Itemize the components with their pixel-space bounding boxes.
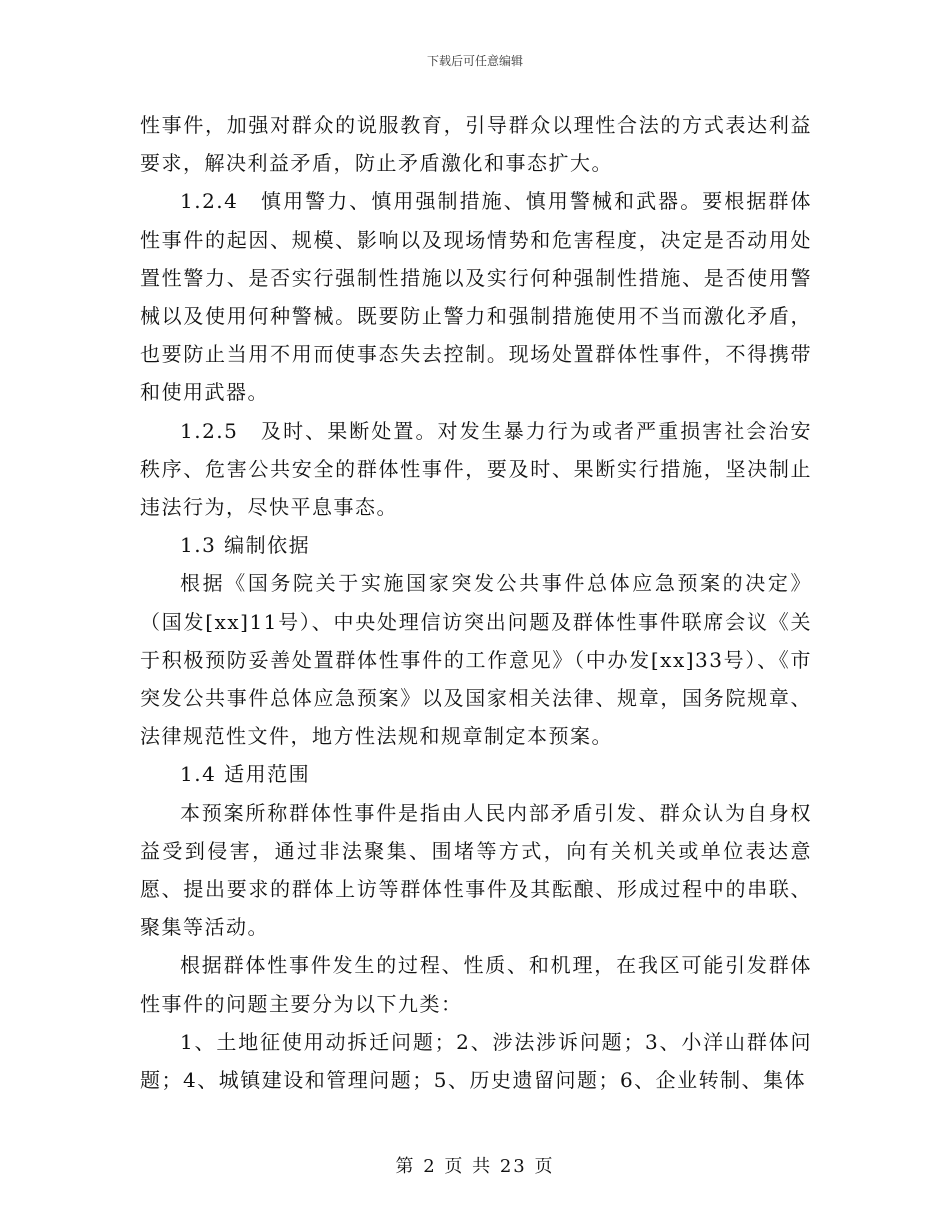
section-heading-1-3: 1.3 编制依据 <box>180 533 311 558</box>
paragraph-1-2-5: 1.2.5 及时、果断处置。对发生暴力行为或者严重损害社会治安秩序、危害公共安全的群体性事件，要及时、果断实行措施，坚决制止违法行为，尽快平息事态。 <box>140 418 812 520</box>
paragraph-continuation: 性事件，加强对群众的说服教育，引导群众以理性合法的方式表达利益要求，解决利益矛盾，防止矛盾激化和事态扩大。 <box>140 113 812 176</box>
paragraph-1-2-4: 1.2.4 慎用警力、慎用强制措施、慎用警械和武器。要根据群体性事件的起因、规模、影响以及现场情势和危害程度，决定是否动用处置性警力、是否实行强制性措施以及实行何种强制性措施、是否使用警械以及使用何种警械。既要防止警力和强制措施使用不当而激化矛盾，也要防止当用不用而使事态失去控制。现场处置群体性事件，不得携带和使用武器。 <box>140 189 812 405</box>
paragraph-scope: 本预案所称群体性事件是指由人民内部矛盾引发、群众认为自身权益受到侵害，通过非法聚集、围堵等方式，向有关机关或单位表达意愿、提出要求的群体上访等群体性事件及其酝酿、形成过程中的串联、聚集等活动。 <box>140 800 812 940</box>
paragraph-basis: 根据《国务院关于实施国家突发公共事件总体应急预案的决定》（国发[xx]11号）、中央处理信访突出问题及群体性事件联席会议《关于积极预防妥善处置群体性事件的工作意见》（中办发[xx]33号）、《市突发公共事件总体应急预案》以及国家相关法律、规章，国务院规章、法律规范性文件，地方性法规和规章制定本预案。 <box>140 571 812 749</box>
document-body <box>140 106 812 1099</box>
page-footer: 第 2 页 共 23 页 <box>395 1156 555 1177</box>
paragraph-categories-intro: 根据群体性事件发生的过程、性质、和机理，在我区可能引发群体性事件的问题主要分为以下九类： <box>140 953 812 1016</box>
page-header: 下载后可任意编辑 <box>426 54 523 68</box>
section-heading-1-4: 1.4 适用范围 <box>180 762 311 787</box>
paragraph-categories-list: 1、土地征使用动拆迁问题；2、涉法涉诉问题；3、小洋山群体问题；4、城镇建设和管理问题；5、历史遗留问题；6、企业转制、集体 <box>140 1029 812 1093</box>
